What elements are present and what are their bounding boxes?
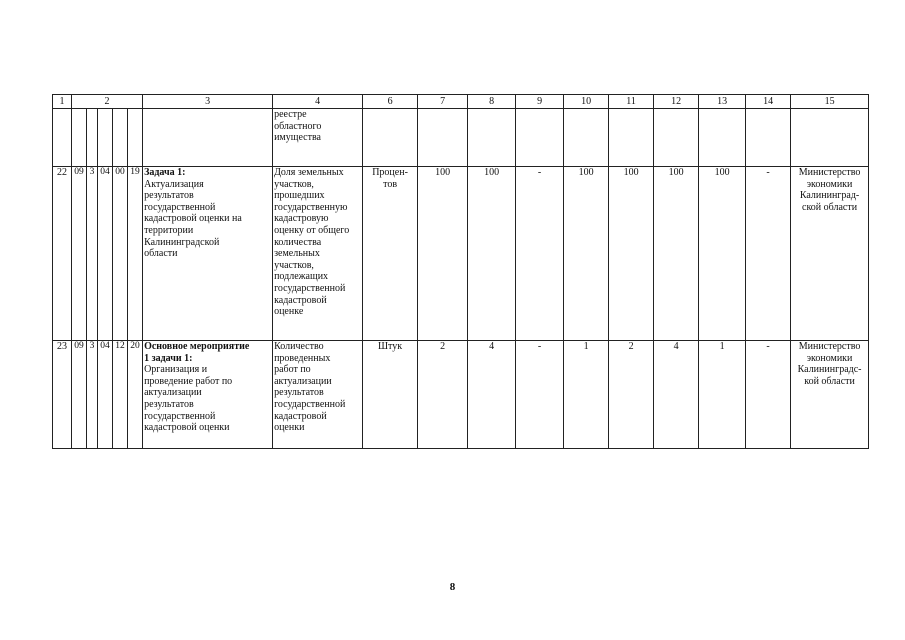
value-cell: 4 — [654, 341, 699, 449]
code-cell: 19 — [128, 167, 143, 341]
table-header-row — [53, 95, 869, 109]
header-cell: 7 — [418, 95, 468, 109]
header-cell: 10 — [564, 95, 609, 109]
header-cell: 14 — [746, 95, 791, 109]
value-cell: - — [516, 341, 564, 449]
responsible-cell: Министерство экономики Калининградс- кой области — [791, 341, 869, 449]
task-name-cell: Основное мероприятие 1 задачи 1: Организация и проведение работ по актуализации результатов государственной кадастровой оценки — [143, 341, 273, 449]
value-cell: 100 — [654, 167, 699, 341]
value-cell: - — [516, 167, 564, 341]
code-cell: 09 — [72, 167, 87, 341]
value-cell: - — [746, 167, 791, 341]
value-cell: 100 — [564, 167, 609, 341]
value-cell: 100 — [699, 167, 746, 341]
continuation-row — [53, 109, 869, 167]
table-row — [53, 341, 869, 449]
value-cell: 100 — [609, 167, 654, 341]
unit-cell: Процен- тов — [363, 167, 418, 341]
value-cell: 100 — [418, 167, 468, 341]
value-cell: 2 — [418, 341, 468, 449]
header-cell: 12 — [654, 95, 699, 109]
value-cell: 2 — [609, 341, 654, 449]
header-cell: 6 — [363, 95, 418, 109]
task-name-cell: Задача 1: Актуализация результатов государственной кадастровой оценки на территории Калининградской области — [143, 167, 273, 341]
page-number: 8 — [449, 581, 456, 593]
value-cell: 1 — [564, 341, 609, 449]
header-cell: 9 — [516, 95, 564, 109]
value-cell: 1 — [699, 341, 746, 449]
header-cell: 13 — [699, 95, 746, 109]
header-cell: 4 — [273, 95, 363, 109]
program-indicators-table — [52, 94, 869, 449]
row-number: 22 — [53, 167, 72, 341]
code-cell: 3 — [87, 167, 98, 341]
header-cell: 1 — [53, 95, 72, 109]
code-cell: 04 — [98, 341, 113, 449]
indicator-cell: Доля земельных участков, прошедших государственную кадастровую оценку от общего количества земельных участков, подлежащих государственной кадастровой оценке — [273, 167, 363, 341]
header-cell: 3 — [143, 95, 273, 109]
task-title: Задача 1: — [144, 167, 186, 178]
value-cell: 4 — [468, 341, 516, 449]
value-cell: 100 — [468, 167, 516, 341]
code-cell: 12 — [113, 341, 128, 449]
indicator-cell: реестре областного имущества — [273, 109, 363, 167]
unit-cell: Штук — [363, 341, 418, 449]
code-cell: 09 — [72, 341, 87, 449]
code-cell: 20 — [128, 341, 143, 449]
responsible-cell: Министерство экономики Калининград- ской области — [791, 167, 869, 341]
task-title: 1 задачи 1: — [144, 352, 193, 364]
header-cell: 2 — [72, 95, 143, 109]
value-cell: - — [746, 341, 791, 449]
code-cell: 3 — [87, 341, 98, 449]
code-cell: 00 — [113, 167, 128, 341]
code-cell: 04 — [98, 167, 113, 341]
row-number: 23 — [53, 341, 72, 449]
header-cell: 15 — [791, 95, 869, 109]
header-cell: 11 — [609, 95, 654, 109]
task-title: Основное мероприятие — [144, 341, 250, 352]
table-row — [53, 167, 869, 341]
indicator-cell: Количество проведенных работ по актуализации результатов государственной кадастровой оценки — [273, 341, 363, 449]
header-cell: 8 — [468, 95, 516, 109]
